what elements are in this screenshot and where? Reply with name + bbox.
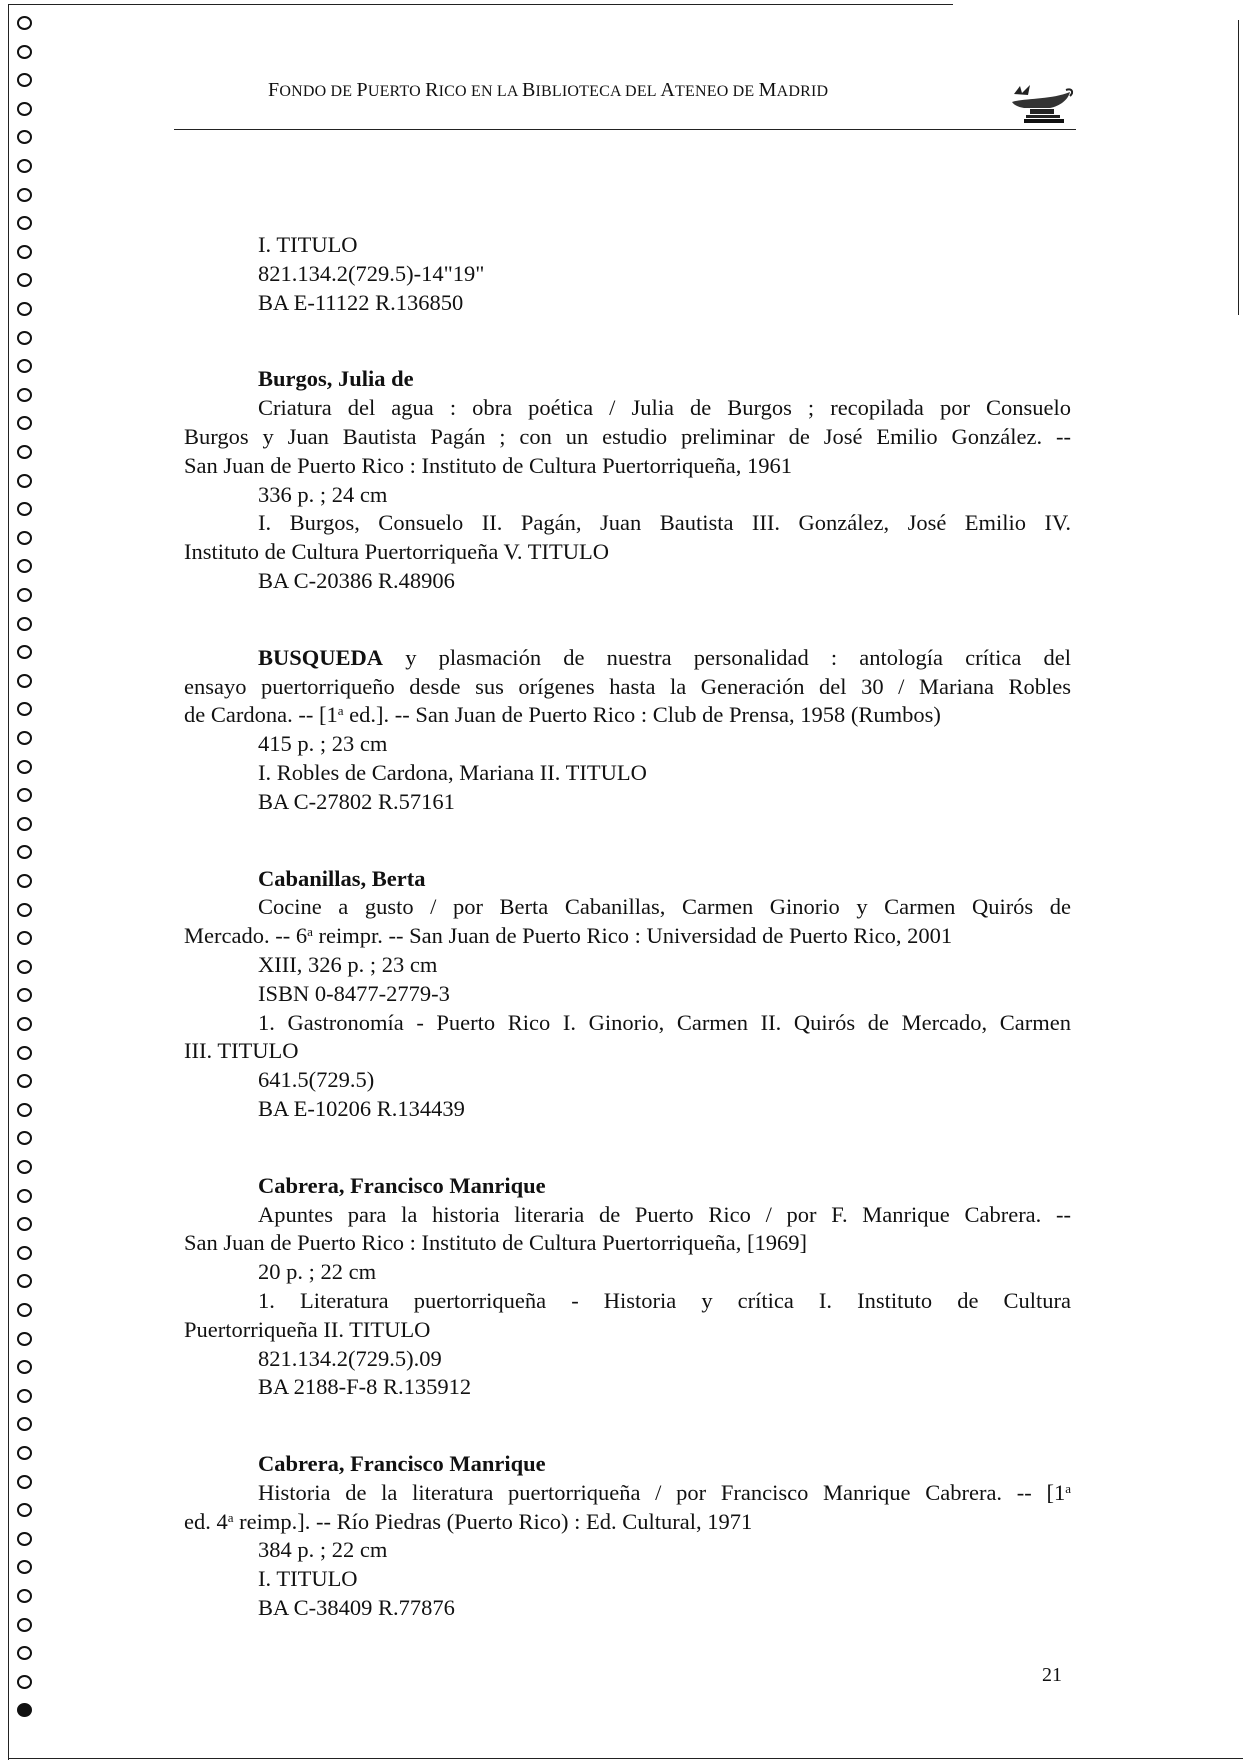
entry-line-text: 336 p. ; 24 cm [258, 481, 388, 507]
entry-line [184, 394, 1071, 423]
entry-line [184, 509, 1071, 538]
entry-line [184, 1009, 1071, 1038]
header-initial: B [521, 79, 536, 101]
entry-line-text: 1. Gastronomía - Puerto Rico I. Ginorio, Carmen II. Quirós de Mercado, Carmen [258, 1009, 1071, 1035]
entry-line [184, 289, 1071, 318]
entry-line [184, 1373, 1071, 1402]
entry-line-text: Burgos y Juan Bautista Pagán ; con un estudio preliminar de José Emilio González. -- [184, 423, 1071, 449]
entry-line-text: BA C-20386 R.48906 [258, 567, 455, 593]
entry-author-heading [184, 365, 1071, 394]
entry-line-text: I. Robles de Cardona, Mariana II. TITULO [258, 759, 647, 785]
page-number: 21 [1042, 1664, 1062, 1686]
binding-hole [17, 1274, 32, 1288]
header-initial: R [425, 79, 439, 101]
entry-line-text: de Cardona. -- [1 [184, 702, 338, 728]
binding-hole [17, 474, 32, 488]
entry-line [184, 1229, 1071, 1258]
binding-hole [17, 1532, 32, 1546]
entry-line [184, 759, 1071, 788]
entry-line [184, 452, 1071, 481]
entry-line-text: III. TITULO [184, 1038, 299, 1064]
binding-hole [17, 1074, 32, 1088]
entry-line-text-after: ed.]. -- San Juan de Puerto Rico : Club de Prensa, 1958 (Rumbos) [343, 702, 941, 728]
header-initial: M [758, 79, 777, 101]
binding-hole [17, 645, 32, 659]
entry-line-text: 821.134.2(729.5)-14"19" [258, 260, 485, 286]
binding-hole [17, 531, 32, 545]
binding-hole [17, 1446, 32, 1460]
entry-line [184, 1479, 1071, 1508]
entry-line [184, 567, 1071, 596]
entry-line [184, 481, 1071, 510]
entry-line [184, 1095, 1071, 1124]
entry-line-text: I. TITULO [258, 232, 358, 257]
binding-hole [17, 1417, 32, 1431]
header-smallcaps: ICO EN LA [438, 83, 522, 100]
binding-hole [17, 45, 32, 59]
entry-line-text: Mercado. -- 6 [184, 923, 308, 949]
binding-hole [17, 359, 32, 373]
entry-title-lead: BUSQUEDA [258, 644, 384, 670]
entry-line-text-after: reimpr. -- San Juan de Puerto Rico : Universidad de Puerto Rico, 2001 [312, 923, 953, 949]
entry-line [184, 1536, 1071, 1565]
binding-hole [17, 845, 32, 859]
entry-gap [184, 596, 1071, 644]
binding-hole [17, 216, 32, 230]
binding-hole [17, 674, 32, 688]
entry-line-text: I. TITULO [258, 1566, 358, 1592]
entry-line [184, 1201, 1071, 1230]
entry-line [184, 538, 1071, 567]
binding-hole [17, 731, 32, 745]
entry-line [184, 1316, 1071, 1345]
binding-hole [17, 559, 32, 573]
binding-hole [17, 302, 32, 316]
entry-line [184, 730, 1071, 759]
binding-hole [17, 617, 32, 631]
header-initial: F [268, 79, 280, 101]
binding-hole [17, 1246, 32, 1260]
entry-line-text: 384 p. ; 22 cm [258, 1537, 388, 1563]
binding-hole [17, 1560, 32, 1574]
binding-hole [17, 1217, 32, 1231]
entry-line-text: Criatura del agua : obra poética / Julia de Burgos ; recopilada por Consuelo [258, 395, 1071, 421]
entry-line-text: y plasmación de nuestra personalidad : antología crítica del [383, 644, 1071, 670]
binding-hole [17, 1017, 32, 1031]
binding-hole [17, 1389, 32, 1403]
entry-line-text: Cocine a gusto / por Berta Cabanillas, Carmen Ginorio y Carmen Quirós de [258, 894, 1071, 920]
binding-hole [17, 1160, 32, 1174]
binding-hole [17, 1103, 32, 1117]
catalog-entry [184, 231, 1071, 317]
ateneo-lamp-emblem-icon [1010, 76, 1076, 126]
entry-line-text: San Juan de Puerto Rico : Instituto de Cultura Puertorriqueña, 1961 [184, 452, 793, 478]
entry-gap [184, 817, 1071, 865]
binding-hole [17, 1189, 32, 1203]
binding-hole [17, 1618, 32, 1632]
entry-line-text: BA 2188-F-8 R.135912 [258, 1374, 472, 1400]
entry-line [184, 951, 1071, 980]
binding-hole [17, 988, 32, 1002]
entry-author-heading [184, 865, 1071, 894]
page-frame-right [1238, 20, 1239, 315]
entry-line [184, 1037, 1071, 1066]
entry-line-text: BA C-38409 R.77876 [258, 1595, 455, 1621]
entry-line [184, 980, 1071, 1009]
entry-line [184, 1066, 1071, 1095]
binding-hole [17, 159, 32, 173]
entry-line [184, 1508, 1071, 1537]
entry-gap [184, 317, 1071, 365]
entry-line-text: 821.134.2(729.5).09 [258, 1345, 442, 1371]
entry-line-text: BA E-11122 R.136850 [258, 289, 464, 315]
entry-line [184, 260, 1071, 289]
entry-line [184, 423, 1071, 452]
binding-hole [17, 588, 32, 602]
binding-hole [17, 1131, 32, 1145]
entry-line-text: Apuntes para la historia literaria de Puerto Rico / por F. Manrique Cabrera. -- [258, 1201, 1071, 1227]
entry-line-text: Instituto de Cultura Puertorriqueña V. TITULO [184, 539, 609, 565]
header-smallcaps: IBLIOTECA DEL [535, 83, 661, 100]
entry-line [184, 673, 1071, 702]
binding-hole [17, 1675, 32, 1689]
binding-hole [17, 788, 32, 802]
catalog-entry [184, 1172, 1071, 1402]
entry-line [184, 644, 1071, 673]
entry-line-text: 641.5(729.5) [258, 1067, 375, 1093]
entry-author: Burgos, Julia de [258, 366, 414, 392]
binding-hole [17, 416, 32, 430]
entry-line-text: I. Burgos, Consuelo II. Pagán, Juan Bautista III. González, José Emilio IV. [258, 510, 1071, 536]
entry-line-text: 20 p. ; 22 cm [258, 1259, 377, 1285]
entry-line-text: San Juan de Puerto Rico : Instituto de Cultura Puertorriqueña, [1969] [184, 1230, 808, 1256]
superscript: a [337, 703, 344, 719]
entry-line [184, 1594, 1071, 1623]
binding-hole [17, 1303, 32, 1317]
catalog-entry [184, 644, 1071, 817]
binding-hole [17, 130, 32, 144]
entry-line [184, 788, 1071, 817]
entry-author-heading [184, 1172, 1071, 1201]
entry-gap [184, 1402, 1071, 1450]
entry-line-text: ed. 4 [184, 1508, 228, 1534]
entry-line [184, 1258, 1071, 1287]
binding-hole [17, 1475, 32, 1489]
binding-holes [14, 14, 40, 1760]
page-frame-top [8, 4, 953, 5]
header-smallcaps: ONDO DE [279, 83, 357, 100]
binding-hole [17, 1503, 32, 1517]
entry-author: Cabrera, Francisco Manrique [258, 1172, 546, 1198]
entry-line-text: Historia de la literatura puertorriqueña / por Francisco Manrique Cabrera. -- [1 [258, 1479, 1066, 1505]
entry-line [184, 1345, 1071, 1374]
entry-author-heading [184, 1450, 1071, 1479]
page-frame-left [8, 4, 9, 1760]
catalog-entry [184, 1450, 1071, 1623]
entry-line [184, 893, 1071, 922]
entry-line [184, 1565, 1071, 1594]
binding-hole [17, 760, 32, 774]
entry-line-text-after: reimp.]. -- Río Piedras (Puerto Rico) : Ed. Cultural, 1971 [233, 1508, 753, 1534]
header-initial: P [356, 79, 368, 101]
entry-line-text: BA E-10206 R.134439 [258, 1095, 465, 1121]
binding-hole [17, 817, 32, 831]
header-rule [174, 129, 1076, 130]
binding-hole [17, 931, 32, 945]
page-frame-bottom [8, 1758, 1243, 1759]
entry-line [184, 1287, 1071, 1316]
binding-hole [17, 188, 32, 202]
entry-line [184, 701, 1071, 730]
entry-line-text: Puertorriqueña II. TITULO [184, 1316, 431, 1342]
binding-hole [17, 102, 32, 116]
entry-gap [184, 1124, 1071, 1172]
binding-hole [17, 1332, 32, 1346]
catalog-entries [184, 231, 1071, 1623]
binding-hole [17, 16, 32, 30]
binding-hole [17, 1360, 32, 1374]
superscript: a [307, 924, 313, 940]
catalog-entry [184, 865, 1071, 1124]
binding-hole [17, 1589, 32, 1603]
binding-hole [17, 502, 32, 516]
binding-hole [17, 245, 32, 259]
binding-hole [17, 1046, 32, 1060]
binding-hole [17, 273, 32, 287]
page-header-title [268, 79, 828, 102]
entry-line-text: 415 p. ; 23 cm [258, 731, 388, 757]
header-smallcaps: UERTO [367, 83, 426, 100]
binding-hole [17, 445, 32, 459]
binding-hole [17, 874, 32, 888]
superscript: a [227, 1509, 234, 1525]
binding-hole [17, 331, 32, 345]
entry-author: Cabanillas, Berta [258, 865, 426, 891]
header-smallcaps: TENEO DE [675, 83, 759, 100]
binding-hole [17, 903, 32, 917]
catalog-entry [184, 365, 1071, 595]
header-initial: A [660, 79, 676, 101]
entry-author: Cabrera, Francisco Manrique [258, 1451, 546, 1477]
header-smallcaps: ADRID [776, 83, 829, 100]
binding-hole [17, 1646, 32, 1660]
entry-line [184, 922, 1071, 951]
binding-hole [17, 388, 32, 402]
entry-line-text: XIII, 326 p. ; 23 cm [258, 951, 438, 977]
entry-line-text: ISBN 0-8477-2779-3 [258, 980, 450, 1006]
binding-hole [17, 73, 32, 87]
entry-line [184, 231, 1071, 260]
binding-hole [17, 960, 32, 974]
entry-line-text: BA C-27802 R.57161 [258, 788, 455, 814]
entry-line-text: 1. Literatura puertorriqueña - Historia y crítica I. Instituto de Cultura [258, 1287, 1071, 1313]
binding-hole [17, 702, 32, 716]
superscript: a [1065, 1480, 1071, 1496]
binding-hole [17, 1703, 32, 1717]
entry-line-text: ensayo puertorriqueño desde sus orígenes hasta la Generación del 30 / Mariana Robles [184, 673, 1071, 699]
